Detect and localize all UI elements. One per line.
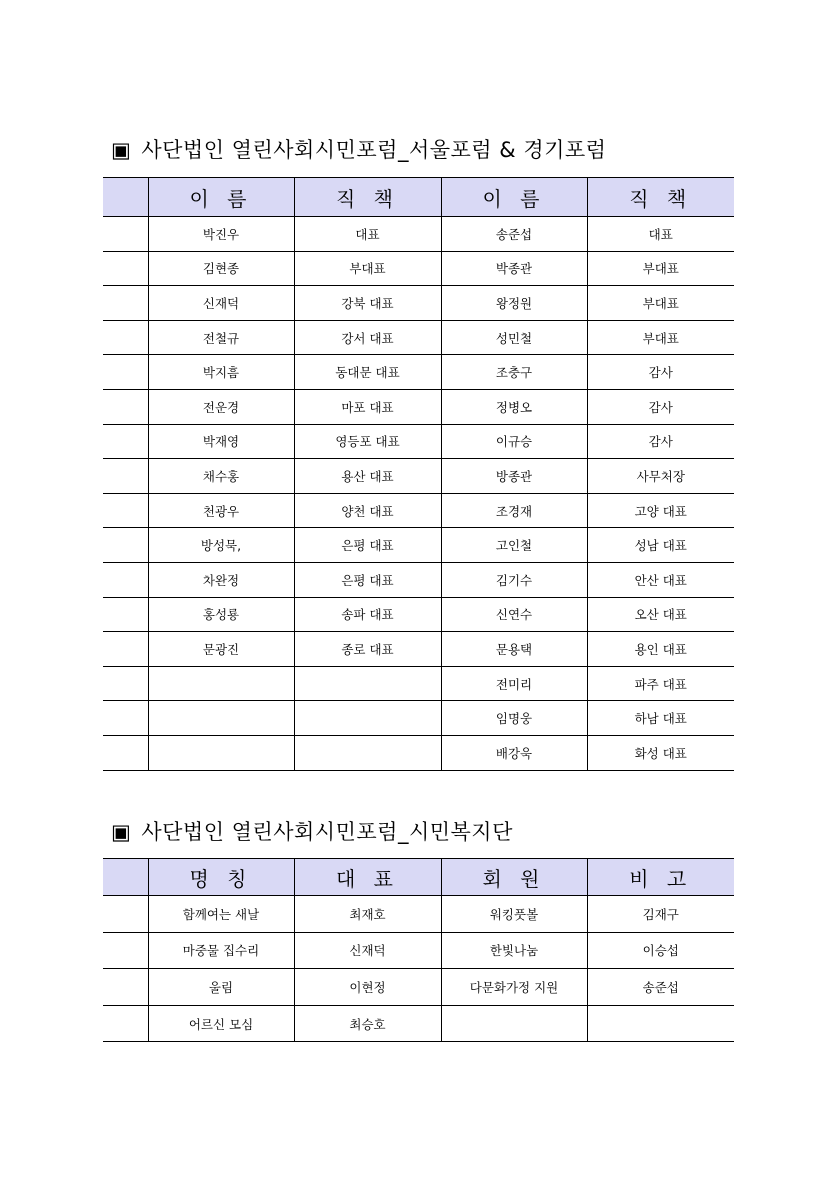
table-cell: 마포 대표 (294, 389, 441, 424)
table-row (103, 932, 734, 969)
table-cell: 감사 (587, 389, 734, 424)
member-table-seoul-gyeonggi (103, 177, 734, 771)
row-blank-cell (103, 389, 148, 424)
header-note: 비 고 (587, 859, 734, 896)
table-row (103, 320, 734, 355)
table-cell: 송준섭 (441, 217, 587, 252)
table-row (103, 666, 734, 701)
row-blank-cell (103, 969, 148, 1006)
table-cell: 감사 (587, 424, 734, 459)
row-blank-cell (103, 251, 148, 286)
row-blank-cell (103, 632, 148, 667)
table-cell: 종로 대표 (294, 632, 441, 667)
section-2-title-text: 사단법인 열린사회시민포럼_시민복지단 (141, 820, 513, 844)
row-blank-cell (103, 528, 148, 563)
table-cell: 오산 대표 (587, 597, 734, 632)
row-blank-cell (103, 459, 148, 494)
table-cell: 박종관 (441, 251, 587, 286)
table-cell: 마중물 집수리 (148, 932, 294, 969)
table-row (103, 1005, 734, 1042)
table-row (103, 459, 734, 494)
table-cell (587, 1005, 734, 1042)
table-cell: 방종관 (441, 459, 587, 494)
table-cell (294, 666, 441, 701)
table-cell: 차완정 (148, 562, 294, 597)
table-cell: 문광진 (148, 632, 294, 667)
table-cell: 용인 대표 (587, 632, 734, 667)
table-cell: 울림 (148, 969, 294, 1006)
table-row (103, 597, 734, 632)
table-row (103, 355, 734, 390)
table-cell: 신재덕 (294, 932, 441, 969)
table-cell: 사무처장 (587, 459, 734, 494)
row-blank-cell (103, 562, 148, 597)
table-cell: 송준섭 (587, 969, 734, 1006)
table-cell: 한빛나눔 (441, 932, 587, 969)
row-blank-cell (103, 320, 148, 355)
table-row (103, 424, 734, 459)
section-2-title (111, 816, 513, 846)
row-blank-cell (103, 355, 148, 390)
table-cell: 최재호 (294, 896, 441, 933)
table-cell: 부대표 (587, 286, 734, 321)
table-cell: 신재덕 (148, 286, 294, 321)
table-cell: 부대표 (587, 320, 734, 355)
table-cell: 홍성룡 (148, 597, 294, 632)
table-row (103, 632, 734, 667)
header-position-1: 직 책 (294, 178, 441, 217)
table-cell: 동대문 대표 (294, 355, 441, 390)
table-row (103, 389, 734, 424)
row-blank-cell (103, 217, 148, 252)
section-1-title (111, 134, 606, 164)
header-name-1: 이 름 (148, 178, 294, 217)
header-blank (103, 178, 148, 217)
header-name-2: 이 름 (441, 178, 587, 217)
table-cell: 방성묵, (148, 528, 294, 563)
table-cell: 성남 대표 (587, 528, 734, 563)
table-cell: 워킹풋볼 (441, 896, 587, 933)
header-blank (103, 859, 148, 896)
table-cell: 조충구 (441, 355, 587, 390)
row-blank-cell (103, 493, 148, 528)
table-cell: 어르신 모심 (148, 1005, 294, 1042)
table-cell: 대표 (587, 217, 734, 252)
table-row (103, 562, 734, 597)
header-representative: 대 표 (294, 859, 441, 896)
table-cell: 부대표 (587, 251, 734, 286)
table-row (103, 735, 734, 770)
table-header-row (103, 859, 734, 896)
table-cell (148, 666, 294, 701)
table-cell: 신연수 (441, 597, 587, 632)
table-cell: 영등포 대표 (294, 424, 441, 459)
table-cell: 왕정원 (441, 286, 587, 321)
table-cell: 배강욱 (441, 735, 587, 770)
table-cell: 화성 대표 (587, 735, 734, 770)
row-blank-cell (103, 666, 148, 701)
table-cell: 용산 대표 (294, 459, 441, 494)
row-blank-cell (103, 701, 148, 736)
row-blank-cell (103, 896, 148, 933)
table-cell: 박재영 (148, 424, 294, 459)
table-cell: 은평 대표 (294, 528, 441, 563)
table-cell: 파주 대표 (587, 666, 734, 701)
table-cell: 정병오 (441, 389, 587, 424)
table-cell: 김현종 (148, 251, 294, 286)
welfare-group-table (103, 858, 734, 1042)
table-cell: 감사 (587, 355, 734, 390)
table-cell: 하남 대표 (587, 701, 734, 736)
table-cell: 송파 대표 (294, 597, 441, 632)
table-cell (294, 735, 441, 770)
table-row (103, 286, 734, 321)
table-cell: 부대표 (294, 251, 441, 286)
table-cell: 성민철 (441, 320, 587, 355)
table-cell: 천광우 (148, 493, 294, 528)
table-cell: 조경재 (441, 493, 587, 528)
table-row (103, 528, 734, 563)
table-row (103, 896, 734, 933)
square-marker-icon: ▣ (111, 820, 132, 844)
header-position-2: 직 책 (587, 178, 734, 217)
table-row (103, 969, 734, 1006)
table-cell: 채수홍 (148, 459, 294, 494)
row-blank-cell (103, 932, 148, 969)
table-cell: 이규승 (441, 424, 587, 459)
table-cell (441, 1005, 587, 1042)
row-blank-cell (103, 735, 148, 770)
table-row (103, 493, 734, 528)
table-cell: 최승호 (294, 1005, 441, 1042)
table-cell: 박진우 (148, 217, 294, 252)
table-cell: 이현정 (294, 969, 441, 1006)
table-cell (148, 735, 294, 770)
header-group-name: 명 칭 (148, 859, 294, 896)
table-cell: 고인철 (441, 528, 587, 563)
row-blank-cell (103, 597, 148, 632)
row-blank-cell (103, 424, 148, 459)
table-row (103, 217, 734, 252)
table-cell: 고양 대표 (587, 493, 734, 528)
table-row (103, 251, 734, 286)
table-cell: 은평 대표 (294, 562, 441, 597)
table-cell: 함께여는 새날 (148, 896, 294, 933)
table-cell: 전운경 (148, 389, 294, 424)
table-cell: 김기수 (441, 562, 587, 597)
table-cell: 전철규 (148, 320, 294, 355)
table-cell: 임명웅 (441, 701, 587, 736)
row-blank-cell (103, 286, 148, 321)
table-row (103, 701, 734, 736)
table-cell: 전미리 (441, 666, 587, 701)
table-cell: 김재구 (587, 896, 734, 933)
header-member: 회 원 (441, 859, 587, 896)
table-cell: 문용택 (441, 632, 587, 667)
table-cell: 다문화가정 지원 (441, 969, 587, 1006)
table-cell: 강서 대표 (294, 320, 441, 355)
table-header-row (103, 178, 734, 217)
table-cell: 양천 대표 (294, 493, 441, 528)
section-1-title-text: 사단법인 열린사회시민포럼_서울포럼 & 경기포럼 (141, 138, 607, 162)
table-cell (294, 701, 441, 736)
table-cell: 대표 (294, 217, 441, 252)
table-cell: 이승섭 (587, 932, 734, 969)
table-cell: 강북 대표 (294, 286, 441, 321)
row-blank-cell (103, 1005, 148, 1042)
table-cell (148, 701, 294, 736)
square-marker-icon: ▣ (111, 138, 132, 162)
table-cell: 박지흠 (148, 355, 294, 390)
table-cell: 안산 대표 (587, 562, 734, 597)
